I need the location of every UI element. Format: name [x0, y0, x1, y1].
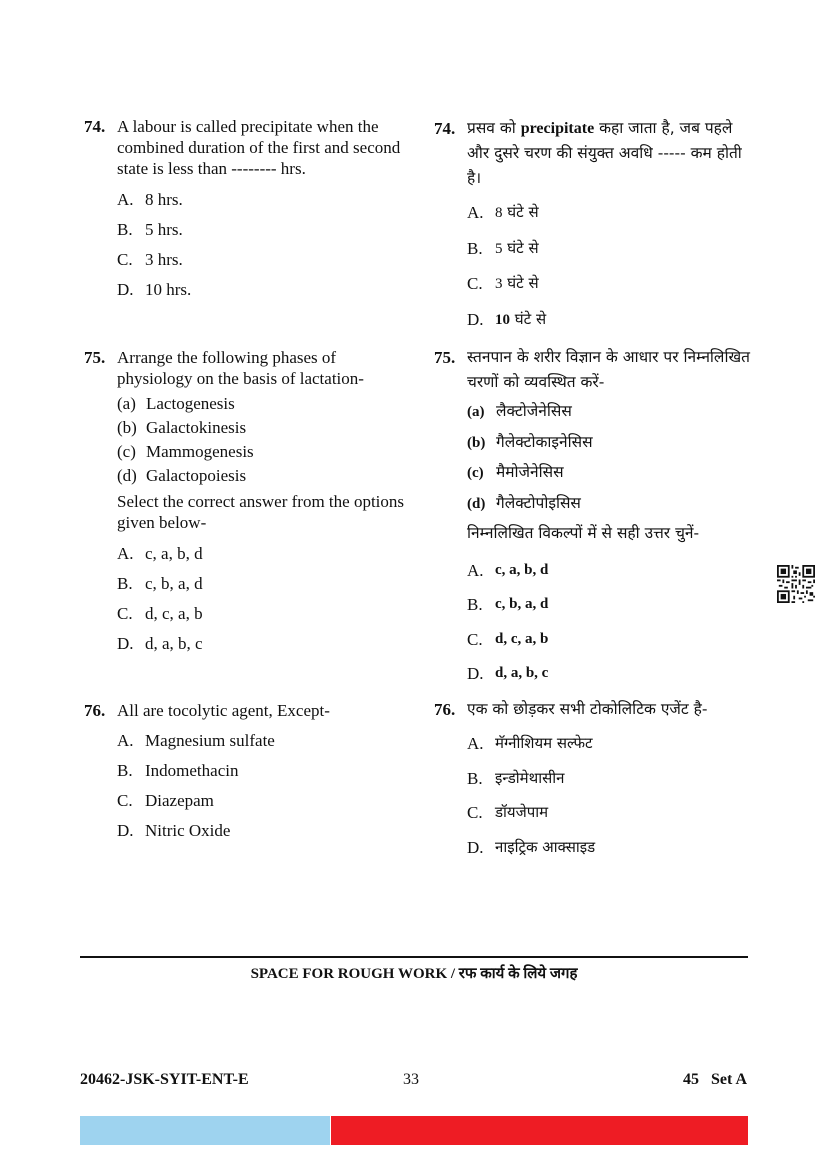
options-list [117, 189, 414, 300]
question-75-hi [434, 345, 754, 696]
question-text: All are tocolytic agent, Except- [117, 701, 330, 720]
option-c: C. d, c, a, b [467, 629, 549, 649]
option-d: D. d, a, b, c [467, 664, 549, 683]
question-76-hi [434, 697, 754, 869]
options-list [117, 543, 414, 654]
question-text: एक को छोड़कर सभी टोकोलिटिक एजेंट है- [467, 700, 708, 718]
footer-bar-blue [80, 1116, 330, 1145]
item-b: (b) गैलेक्टोकाइनेसिस [467, 432, 593, 451]
question-number: 74. [434, 119, 456, 138]
question-text: Arrange the following phases of physiology on the basis of lactation- [117, 348, 364, 388]
instruction: Select the correct answer from the options given below- [117, 492, 405, 532]
option-b: B. c, b, a, d [117, 574, 203, 593]
question-text: A labour is called precipitate when the combined duration of the first and second state is less than -------- hrs. [117, 117, 401, 178]
option-b: B. 5 hrs. [117, 220, 183, 239]
option-d: D. d, a, b, c [117, 634, 203, 653]
option-a: A. c, a, b, d [117, 544, 203, 563]
option-a: A. 8 घंटे से [467, 203, 539, 222]
option-d: D. 10 hrs. [117, 280, 192, 299]
item-c: (c) मैमोजेनेसिस [467, 463, 564, 481]
question-text: स्तनपान के शरीर विज्ञान के आधार पर निम्नलिखित चरणों को व्यवस्थित करें- [467, 348, 750, 391]
paper-code: 20462-JSK-SYIT-ENT-E [80, 1071, 249, 1088]
option-a: A. c, a, b, d [467, 560, 549, 580]
question-number: 76. [84, 701, 106, 720]
option-d: D. Nitric Oxide [117, 821, 231, 840]
question-76-en [84, 700, 414, 850]
option-c: C. d, c, a, b [117, 604, 203, 623]
question-74-en [84, 116, 414, 309]
option-a: A. मॅग्नीशियम सल्फेट [467, 734, 593, 753]
footer-bar-red [331, 1116, 748, 1145]
item-d: (d) गैलेक्टोपोइसिस [467, 493, 581, 512]
option-b: B. Indomethacin [117, 761, 239, 780]
options-list [467, 200, 754, 333]
option-b: B. 5 घंटे से [467, 238, 539, 258]
question-74-hi [434, 116, 754, 342]
item-b: (b) Galactokinesis [117, 418, 247, 437]
option-c: C. 3 hrs. [117, 250, 183, 269]
options-list [467, 558, 754, 687]
options-list [467, 731, 754, 860]
question-number: 76. [434, 700, 456, 719]
item-a: (a) लैक्टोजेनेसिस [467, 402, 572, 420]
question-number: 74. [84, 117, 106, 136]
set-info [683, 1071, 747, 1089]
set-number: 45 [683, 1071, 699, 1088]
item-a: (a) Lactogenesis [117, 394, 235, 413]
divider-line [80, 956, 748, 958]
instruction: निम्नलिखित विकल्पों में से सही उत्तर चुनें- [467, 524, 700, 542]
option-d: D. 10 घंटे से [467, 309, 547, 329]
question-text: प्रसव को precipitate कहा जाता है, जब पहले और दुसरे चरण की संयुक्त अवधि ----- कम होती है। [467, 119, 742, 187]
question-number: 75. [84, 348, 106, 367]
option-a: A. 8 hrs. [117, 190, 183, 209]
option-b: B. इन्डोमेथासीन [467, 768, 565, 788]
option-d: D. नाइट्रिक आक्साइड [467, 837, 596, 857]
option-c: C. Diazepam [117, 791, 214, 810]
phase-items [467, 397, 754, 519]
option-c: C. डॉयजेपाम [467, 803, 549, 822]
rough-work-label: SPACE FOR ROUGH WORK / रफ कार्य के लिये जगह [250, 966, 578, 982]
item-c: (c) Mammogenesis [117, 442, 254, 461]
option-a: A. Magnesium sulfate [117, 731, 275, 750]
option-b: B. c, b, a, d [467, 595, 549, 614]
item-d: (d) Galactopoiesis [117, 466, 247, 485]
phase-items [117, 392, 414, 488]
option-c: C. 3 घंटे से [467, 274, 539, 293]
question-number: 75. [434, 348, 456, 367]
page-number: 33 [403, 1071, 419, 1088]
qr-code-icon [777, 565, 815, 603]
options-list [117, 730, 414, 841]
question-75-en [84, 347, 414, 663]
set-label: Set A [711, 1071, 747, 1088]
